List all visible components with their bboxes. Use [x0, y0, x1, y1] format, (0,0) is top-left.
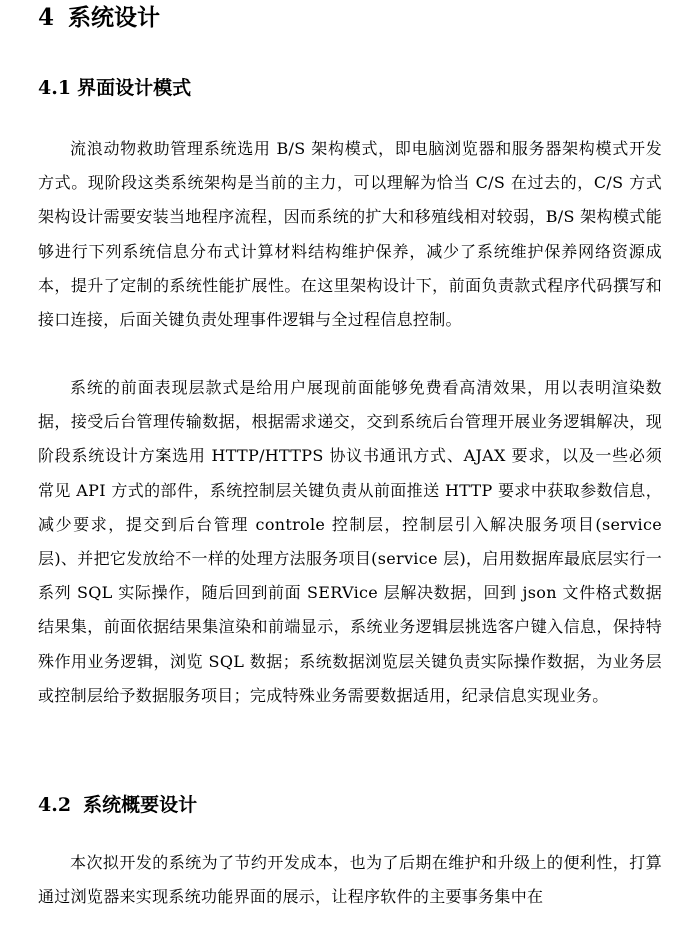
- section-heading-4-1: [38, 74, 191, 102]
- section-heading-4-2: [38, 791, 197, 819]
- paragraph-architecture: 流浪动物救助管理系统选用 B/S 架构模式，即电脑浏览器和服务器架构模式开发方式。现阶段这类系统架构是当前的主力，可以理解为恰当 C/S 在过去的，C/S 方式架构设计需要安装当地程序流程，因而系统的扩大和移殖线相对较弱，B/S 架构模式能够进行下列系统信息分布式计算材料结构维护保养，减少了系统维护保养网络资源成本，提升了定制的系统性能扩展性。在这里架构设计下，前面负责款式程序代码撰写和接口连接，后面关键负责处理事件逻辑与全过程信息控制。: [38, 139, 662, 330]
- paragraph-overview: 本次拟开发的系统为了节约开发成本，也为了后期在维护和升级上的便利性，打算通过浏览器来实现系统功能界面的展示，让程序软件的主要事务集中在: [38, 853, 662, 907]
- chapter-number: 4: [38, 4, 55, 31]
- paragraph-presentation-layer: 系统的前面表现层款式是给用户展现前面能够免费看高清效果，用以表明渲染数据，接受后台管理传输数据，根据需求递交，交到系统后台管理开展业务逻辑解决，现阶段系统设计方案选用 HTTP/HTTPS 协议书通讯方式、AJAX 要求，以及一些必须常见 API 方式的部件，系统控制层关键负责从前面推送 HTTP 要求中获取参数信息，减少要求，提交到后台管理 controle 控制层，控制层引入解决服务项目(service 层)、并把它发放给不一样的处理方法服务项目(service 层)，启用数据库最底层实行一系列 SQL 实际操作，随后回到前面 SERVice 层解决数据，回到 json 文件格式数据结果集，前面依据结果集渲染和前端显示，系统业务逻辑层挑选客户键入信息，保持特殊作用业务逻辑，浏览 SQL 数据；系统数据浏览层关键负责实际操作数据，为业务层或控制层给予数据服务项目；完成特殊业务需要数据适用，纪录信息实现业务。: [38, 378, 662, 705]
- section-title-text: 系统概要设计: [83, 794, 198, 816]
- section-number: 4.2: [38, 794, 72, 816]
- chapter-title-text: 系统设计: [68, 4, 161, 31]
- chapter-title: [38, 2, 160, 34]
- section-title-text: 界面设计模式: [77, 77, 192, 99]
- section-number: 4.1: [38, 77, 72, 99]
